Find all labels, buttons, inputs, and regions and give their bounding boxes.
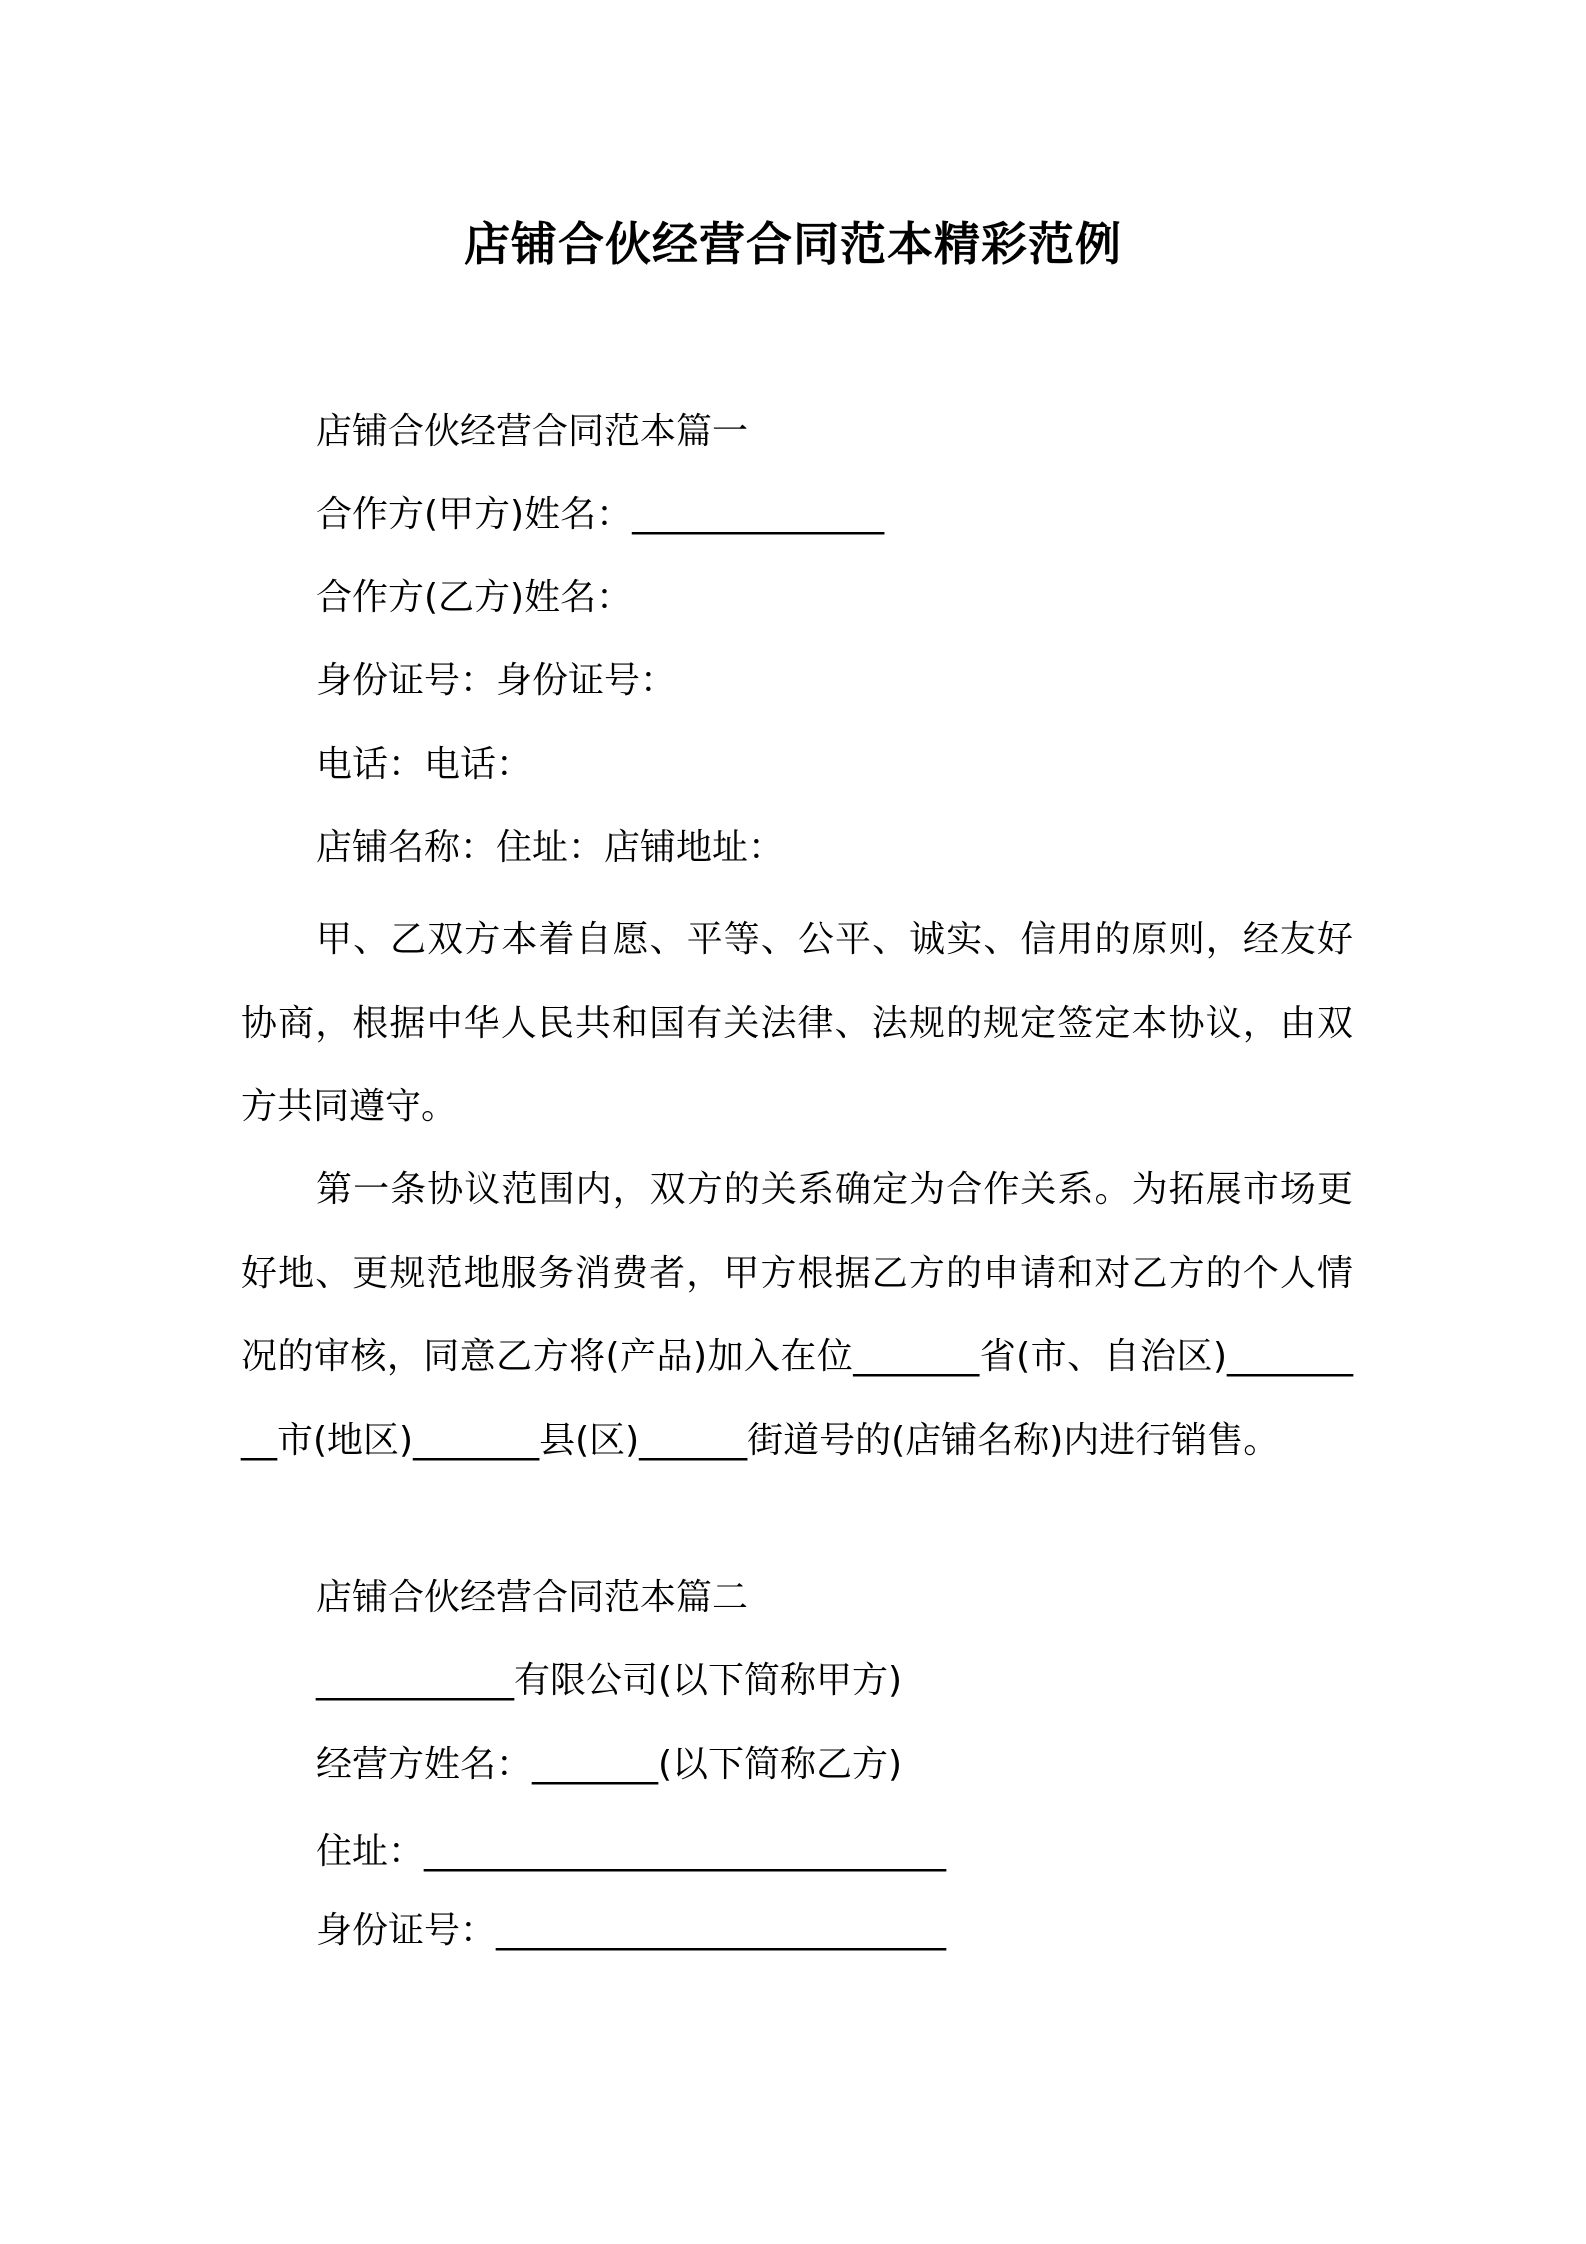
section2-heading: 店铺合伙经营合同范本篇二 — [316, 1577, 749, 1618]
article1-paragraph: 第一条协议范围内，双方的关系确定为合作关系。为拓展市场更好地、更规范地服务消费者，甲方根据乙方的申请和对乙方的个人情况的审核，同意乙方将(产品)加入在位_______省(市、自治区)_________市(地区)_______县(区)______街道号的(店铺名称)内进行销售。 — [241, 1169, 1353, 1461]
document-title: 店铺合伙经营合同范本精彩范例 — [464, 217, 1122, 271]
party-b-name-line: 合作方(乙方)姓名： — [316, 577, 633, 618]
section1-heading: 店铺合伙经营合同范本篇一 — [316, 411, 749, 452]
preamble-paragraph: 甲、乙双方本着自愿、平等、公平、诚实、信用的原则，经友好协商，根据中华人民共和国有关法律、法规的规定签定本协议，由双方共同遵守。 — [241, 919, 1353, 1127]
id-numbers-line: 身份证号：身份证号： — [316, 660, 677, 701]
id-number-line: 身份证号：_________________________ — [316, 1910, 947, 1951]
address-line: 住址：_____________________________ — [316, 1831, 947, 1872]
store-info-line: 店铺名称：住址：店铺地址： — [316, 827, 785, 868]
operator-name-line: 经营方姓名：_______(以下简称乙方) — [316, 1744, 903, 1785]
phones-line: 电话：电话： — [316, 744, 533, 785]
party-a-name-line: 合作方(甲方)姓名：______________ — [316, 494, 885, 535]
company-line: ___________有限公司(以下简称甲方) — [316, 1660, 903, 1701]
